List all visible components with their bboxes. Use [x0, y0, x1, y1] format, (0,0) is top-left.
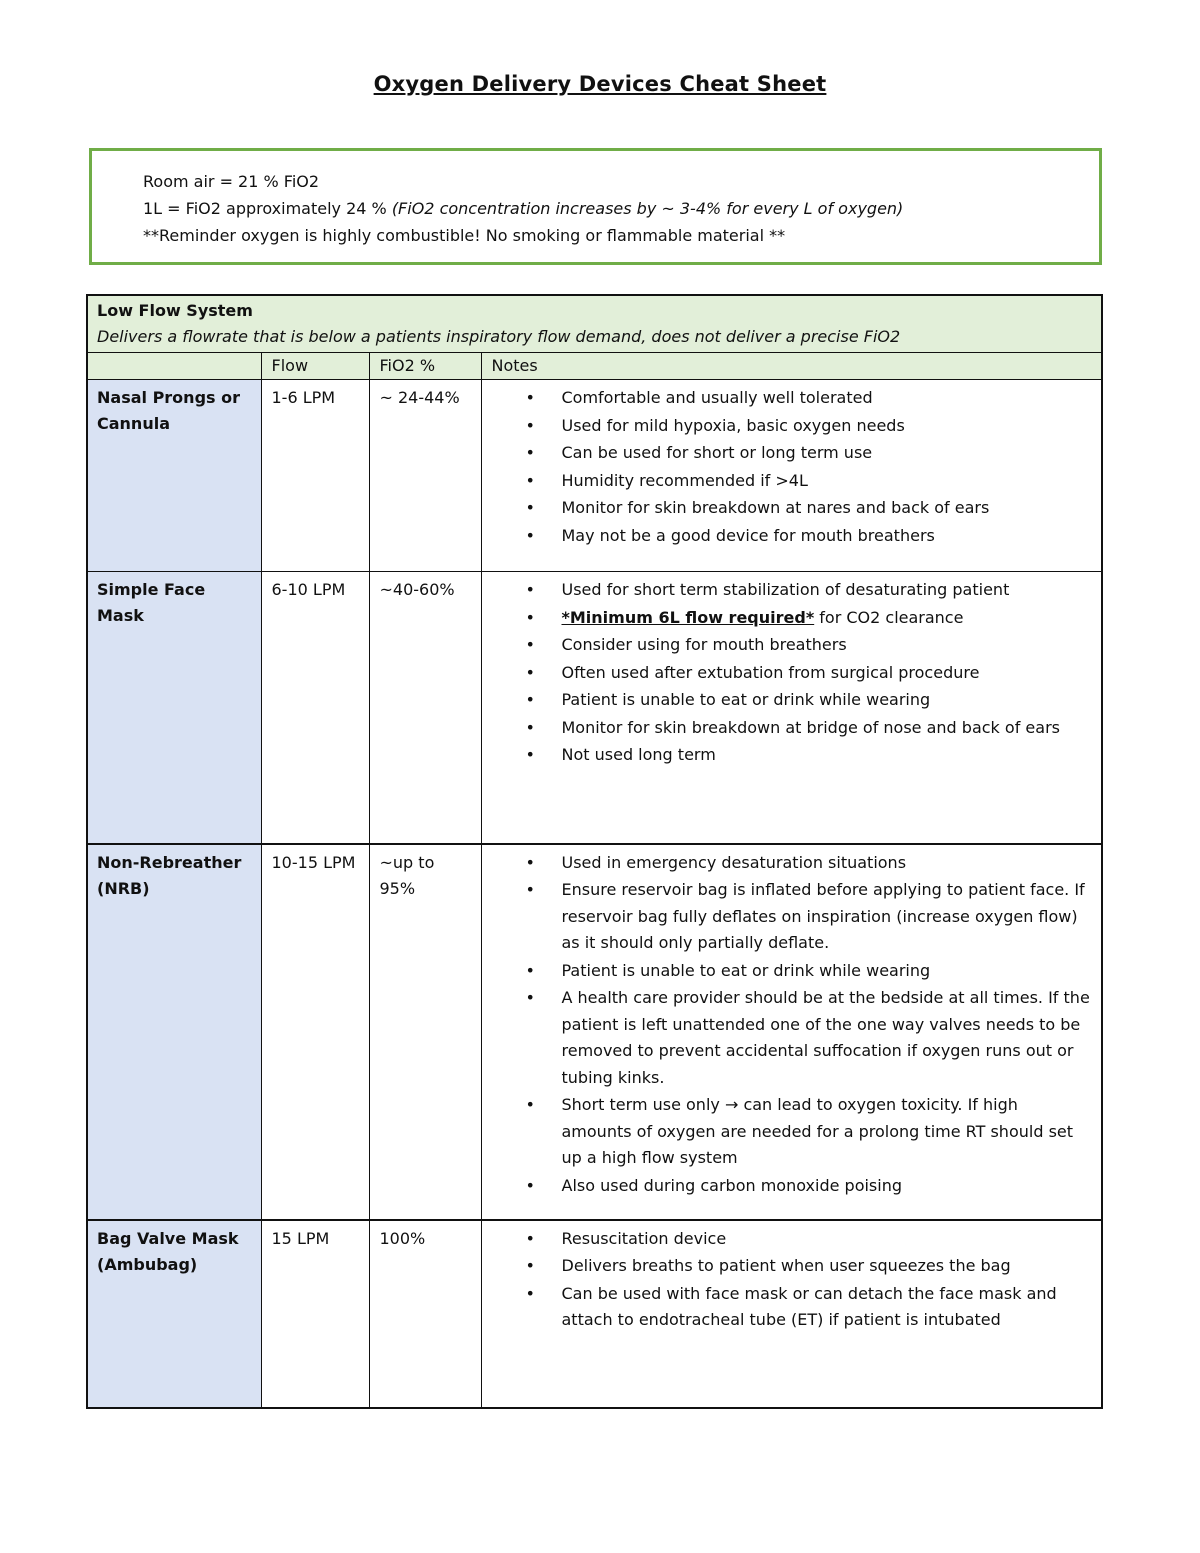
device-name: Nasal Prongs or Cannula	[87, 380, 261, 572]
system-cell	[87, 295, 1102, 353]
device-notes	[481, 844, 1102, 1220]
list-item: • Not used long term	[562, 742, 1092, 770]
list-item: • Delivers breaths to patient when user squeezes the bag	[562, 1253, 1092, 1281]
list-item: • Humidity recommended if >4L	[562, 468, 1092, 496]
list-item: • Used for mild hypoxia, basic oxygen needs	[562, 413, 1092, 441]
list-item: • Ensure reservoir bag is inflated before applying to patient face. If reservoir bag fully deflates on inspiration (increase oxygen flow) as it should only partially deflate.	[562, 877, 1092, 958]
device-notes	[481, 380, 1102, 572]
list-item: • Patient is unable to eat or drink while wearing	[562, 687, 1092, 715]
device-row-bag-valve-mask	[87, 1220, 1102, 1408]
device-name: Non-Rebreather (NRB)	[87, 844, 261, 1220]
list-item: • Monitor for skin breakdown at bridge of nose and back of ears	[562, 715, 1092, 743]
device-flow: 1-6 LPM	[261, 380, 369, 572]
page-title: Oxygen Delivery Devices Cheat Sheet	[373, 72, 827, 96]
minimum-flow-rest: for CO2 clearance	[814, 607, 964, 627]
list-item: • May not be a good device for mouth breathers	[562, 523, 1092, 551]
header-flow: Flow	[261, 353, 369, 380]
info-box	[89, 148, 1102, 265]
list-item: • Comfortable and usually well tolerated	[562, 385, 1092, 413]
list-item: • Patient is unable to eat or drink while wearing	[562, 958, 1092, 986]
info-combustible-reminder: **Reminder oxygen is highly combustible! No smoking or flammable material **	[143, 226, 786, 245]
header-notes: Notes	[481, 353, 1102, 380]
list-item: • A health care provider should be at the bedside at all times. If the patient is left unattended one of the one way valves needs to be removed to prevent accidental suffocation if oxygen runs out or tubing kinks.	[562, 985, 1092, 1092]
device-flow: 6-10 LPM	[261, 572, 369, 844]
device-name: Bag Valve Mask (Ambubag)	[87, 1220, 261, 1408]
device-fio2: ~up to 95%	[369, 844, 481, 1220]
info-fio2-rule	[143, 199, 903, 218]
info-room-air: Room air = 21 % FiO2	[143, 172, 320, 191]
oxygen-devices-table	[86, 294, 1103, 1409]
list-item: • Used for short term stabilization of desaturating patient	[562, 577, 1092, 605]
list-item: • Can be used for short or long term use	[562, 440, 1092, 468]
device-flow: 10-15 LPM	[261, 844, 369, 1220]
info-fio2-rule-note: (FiO2 concentration increases by ~ 3-4% for every L of oxygen)	[391, 199, 904, 218]
notes-list	[482, 385, 1092, 550]
header-fio2: FiO2 %	[369, 353, 481, 380]
device-fio2: ~ 24-44%	[369, 380, 481, 572]
system-row	[87, 295, 1102, 353]
header-device	[87, 353, 261, 380]
device-row-nasal-cannula	[87, 380, 1102, 572]
minimum-flow-emphasis: *Minimum 6L flow required*	[561, 607, 815, 627]
header-row	[87, 353, 1102, 380]
device-flow: 15 LPM	[261, 1220, 369, 1408]
notes-list	[482, 850, 1092, 1201]
system-title: Low Flow System	[97, 301, 253, 320]
list-item: • Used in emergency desaturation situations	[562, 850, 1092, 878]
list-item: • Consider using for mouth breathers	[562, 632, 1092, 660]
device-name: Simple Face Mask	[87, 572, 261, 844]
device-fio2: 100%	[369, 1220, 481, 1408]
info-fio2-rule-main: 1L = FiO2 approximately 24 %	[143, 199, 392, 218]
list-item: • Also used during carbon monoxide poising	[562, 1173, 1092, 1201]
device-notes	[481, 572, 1102, 844]
device-row-non-rebreather	[87, 844, 1102, 1220]
list-item: • Resuscitation device	[562, 1226, 1092, 1254]
list-item-emphasis	[562, 605, 1092, 633]
notes-list	[482, 1226, 1092, 1335]
list-item: • Short term use only → can lead to oxygen toxicity. If high amounts of oxygen are needed for a prolong time RT should set up a high flow system	[562, 1092, 1092, 1173]
list-item: • Often used after extubation from surgical procedure	[562, 660, 1092, 688]
list-item: • Can be used with face mask or can detach the face mask and attach to endotracheal tube (ET) if patient is intubated	[562, 1281, 1092, 1335]
device-row-simple-face-mask	[87, 572, 1102, 844]
list-item: • Monitor for skin breakdown at nares and back of ears	[562, 495, 1092, 523]
notes-list	[482, 577, 1092, 770]
device-notes	[481, 1220, 1102, 1408]
device-fio2: ~40-60%	[369, 572, 481, 844]
system-description: Delivers a flowrate that is below a patients inspiratory flow demand, does not deliver a precise FiO2	[97, 327, 901, 346]
